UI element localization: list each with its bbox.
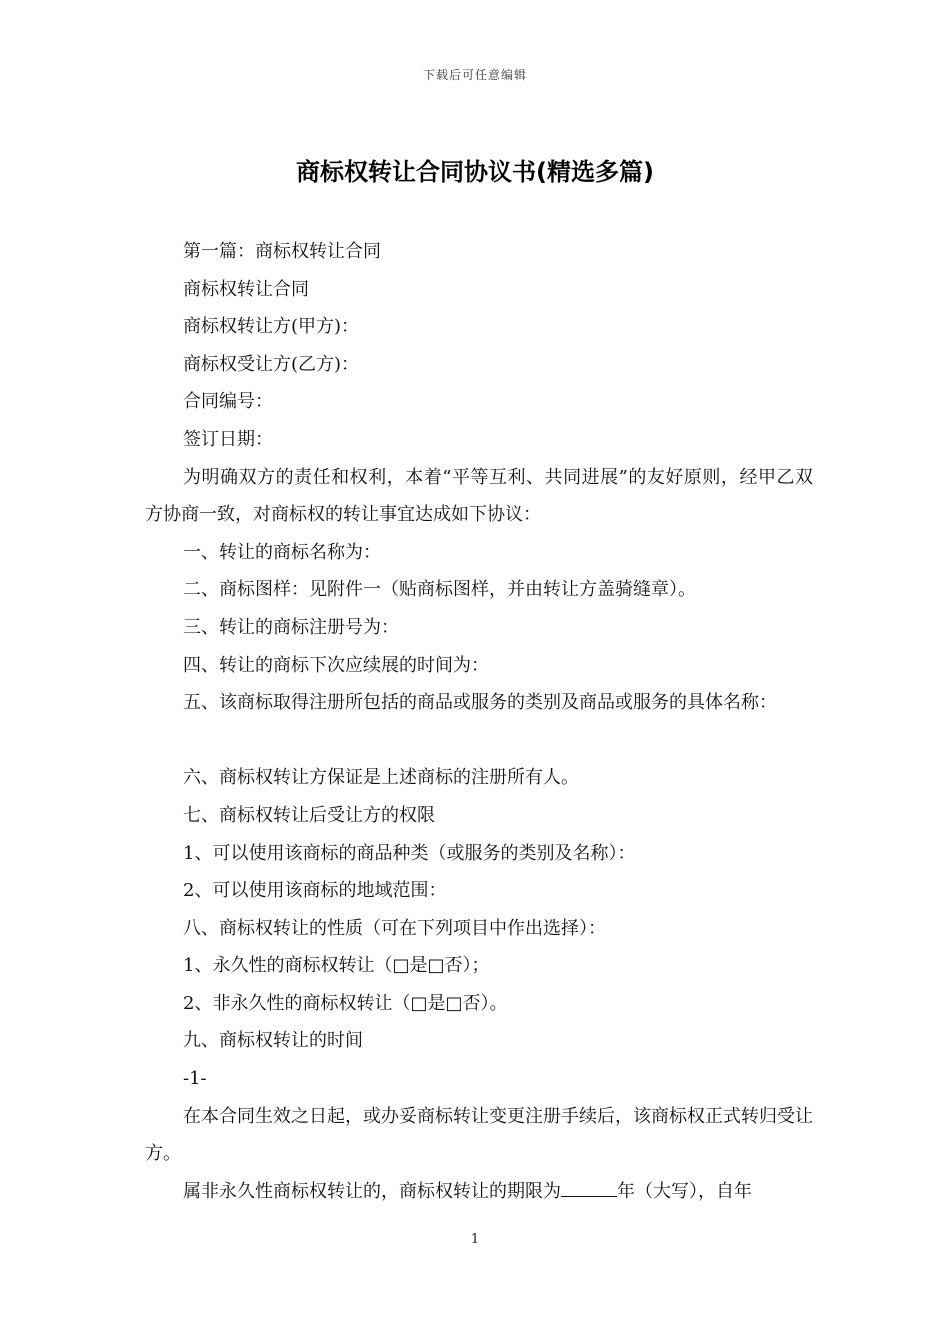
inline-page-marker: -1- xyxy=(183,1068,207,1090)
paragraph-party-b: 商标权受让方(乙方)： xyxy=(183,353,360,375)
paragraph-signing-date: 签订日期： xyxy=(183,428,273,450)
document-title: 商标权转让合同协议书(精选多篇) xyxy=(296,158,654,186)
paragraph-clause-8-1: 1、永久性的商标权转让（□是□否）； xyxy=(183,955,490,977)
page-number: 1 xyxy=(470,1232,480,1247)
paragraph-effective-date: 在本合同生效之日起，或办妥商标转让变更注册手续后，该商标权正式转归受让方。 xyxy=(145,1105,813,1165)
paragraph-clause-8-2: 2、非永久性的商标权转让（□是□否）。 xyxy=(183,992,508,1014)
header-note: 下载后可任意编辑 xyxy=(422,68,527,82)
paragraph-party-a: 商标权转让方(甲方)： xyxy=(183,316,360,338)
paragraph-clause-7-1: 1、可以使用该商标的商品种类（或服务的类别及名称）： xyxy=(183,842,636,864)
term-text-start: 属非永久性商标权转让的，商标权转让的期限为 xyxy=(183,1180,561,1202)
document-body xyxy=(145,233,813,1210)
blank-line xyxy=(145,722,813,760)
paragraph-preamble: 为明确双方的责任和权利，本着“平等互利、共同进展”的友好原则，经甲乙双方协商一致，对商标权的转让事宜达成如下协议： xyxy=(145,466,813,526)
paragraph-clause-3: 三、转让的商标注册号为： xyxy=(183,616,399,638)
paragraph-clause-7-2: 2、可以使用该商标的地域范围： xyxy=(183,880,447,902)
paragraph-section-one-heading: 第一篇：商标权转让合同 xyxy=(183,241,381,262)
paragraph-clause-5: 五、该商标取得注册所包括的商品或服务的类别及商品或服务的具体名称： xyxy=(183,692,777,714)
paragraph-clause-7: 七、商标权转让后受让方的权限 xyxy=(183,804,435,826)
paragraph-clause-8: 八、商标权转让的性质（可在下列项目中作出选择）： xyxy=(183,917,606,939)
fill-in-blank xyxy=(561,1178,617,1197)
paragraph-contract-number: 合同编号： xyxy=(183,391,273,413)
term-text-end: 年（大写），自年 xyxy=(617,1180,752,1202)
paragraph-contract-name: 商标权转让合同 xyxy=(183,278,309,300)
paragraph-clause-4: 四、转让的商标下次应续展的时间为： xyxy=(183,654,489,676)
paragraph-clause-2: 二、商标图样：见附件一（贴商标图样，并由转让方盖骑缝章）。 xyxy=(183,579,696,601)
paragraph-clause-1: 一、转让的商标名称为： xyxy=(183,541,381,563)
paragraph-clause-9: 九、商标权转让的时间 xyxy=(183,1030,363,1052)
paragraph-clause-6: 六、商标权转让方保证是上述商标的注册所有人。 xyxy=(183,767,579,789)
paragraph-term xyxy=(145,1173,813,1211)
